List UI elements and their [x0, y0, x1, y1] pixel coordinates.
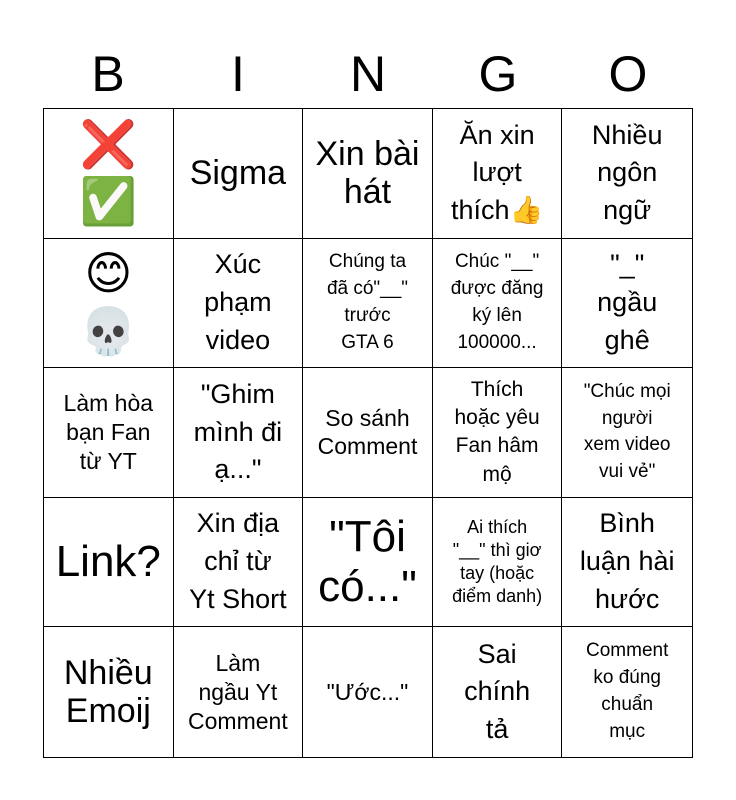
- bingo-cell-r4c4[interactable]: Ai thích "__" thì giơ tay (hoặc điểm danh): [433, 498, 563, 628]
- bingo-cell-r2c2[interactable]: Xúc phạm video: [174, 239, 304, 369]
- bingo-cell-r1c2[interactable]: Sigma: [174, 109, 304, 239]
- header-letter-o: O: [608, 46, 648, 102]
- bingo-cell-r5c1[interactable]: Nhiều Emoij: [44, 627, 174, 757]
- bingo-cell-r4c1[interactable]: Link?: [44, 498, 174, 628]
- bingo-cell-r4c5[interactable]: Bình luận hài hước: [562, 498, 692, 628]
- bingo-header: [43, 40, 693, 108]
- bingo-cell-r3c5[interactable]: "Chúc mọi người xem video vui vẻ": [562, 368, 692, 498]
- bingo-cell-r5c2[interactable]: Làm ngầu Yt Comment: [174, 627, 304, 757]
- bingo-cell-r4c2[interactable]: Xin địa chỉ từ Yt Short: [174, 498, 304, 628]
- header-letter-g: G: [478, 46, 518, 102]
- header-letter-i: I: [231, 46, 245, 102]
- bingo-cell-r2c1[interactable]: 😊 💀: [44, 239, 174, 369]
- header-letter-b: B: [91, 46, 125, 102]
- bingo-cell-r3c1[interactable]: Làm hòa bạn Fan từ YT: [44, 368, 174, 498]
- bingo-cell-r2c3[interactable]: Chúng ta đã có"__" trước GTA 6: [303, 239, 433, 369]
- bingo-cell-r1c4[interactable]: Ăn xin lượt thích👍: [433, 109, 563, 239]
- bingo-cell-r4c3[interactable]: "Tôi có...": [303, 498, 433, 628]
- bingo-cell-r5c3[interactable]: "Ước...": [303, 627, 433, 757]
- bingo-cell-r5c4[interactable]: Sai chính tả: [433, 627, 563, 757]
- bingo-cell-r5c5[interactable]: Comment ko đúng chuẩn mục: [586, 640, 669, 743]
- header-letter-n: N: [349, 46, 387, 102]
- bingo-grid: [43, 108, 693, 758]
- bingo-cell-r1c3[interactable]: Xin bài hát: [303, 109, 433, 239]
- bingo-cell-r3c2[interactable]: "Ghim mình đi ạ...": [174, 368, 304, 498]
- bingo-cell-r1c1[interactable]: ❌ ✅: [44, 109, 174, 239]
- bingo-cell-r2c5[interactable]: "_" ngầu ghê: [562, 239, 692, 369]
- bingo-cell-r2c4[interactable]: Chúc "__" được đăng ký lên 100000...: [433, 239, 563, 369]
- bingo-cell-r3c4[interactable]: Thích hoặc yêu Fan hâm mộ: [433, 368, 563, 498]
- bingo-cell-r1c5[interactable]: Nhiều ngôn ngữ: [562, 109, 692, 239]
- bingo-cell-r3c3[interactable]: So sánh Comment: [303, 368, 433, 498]
